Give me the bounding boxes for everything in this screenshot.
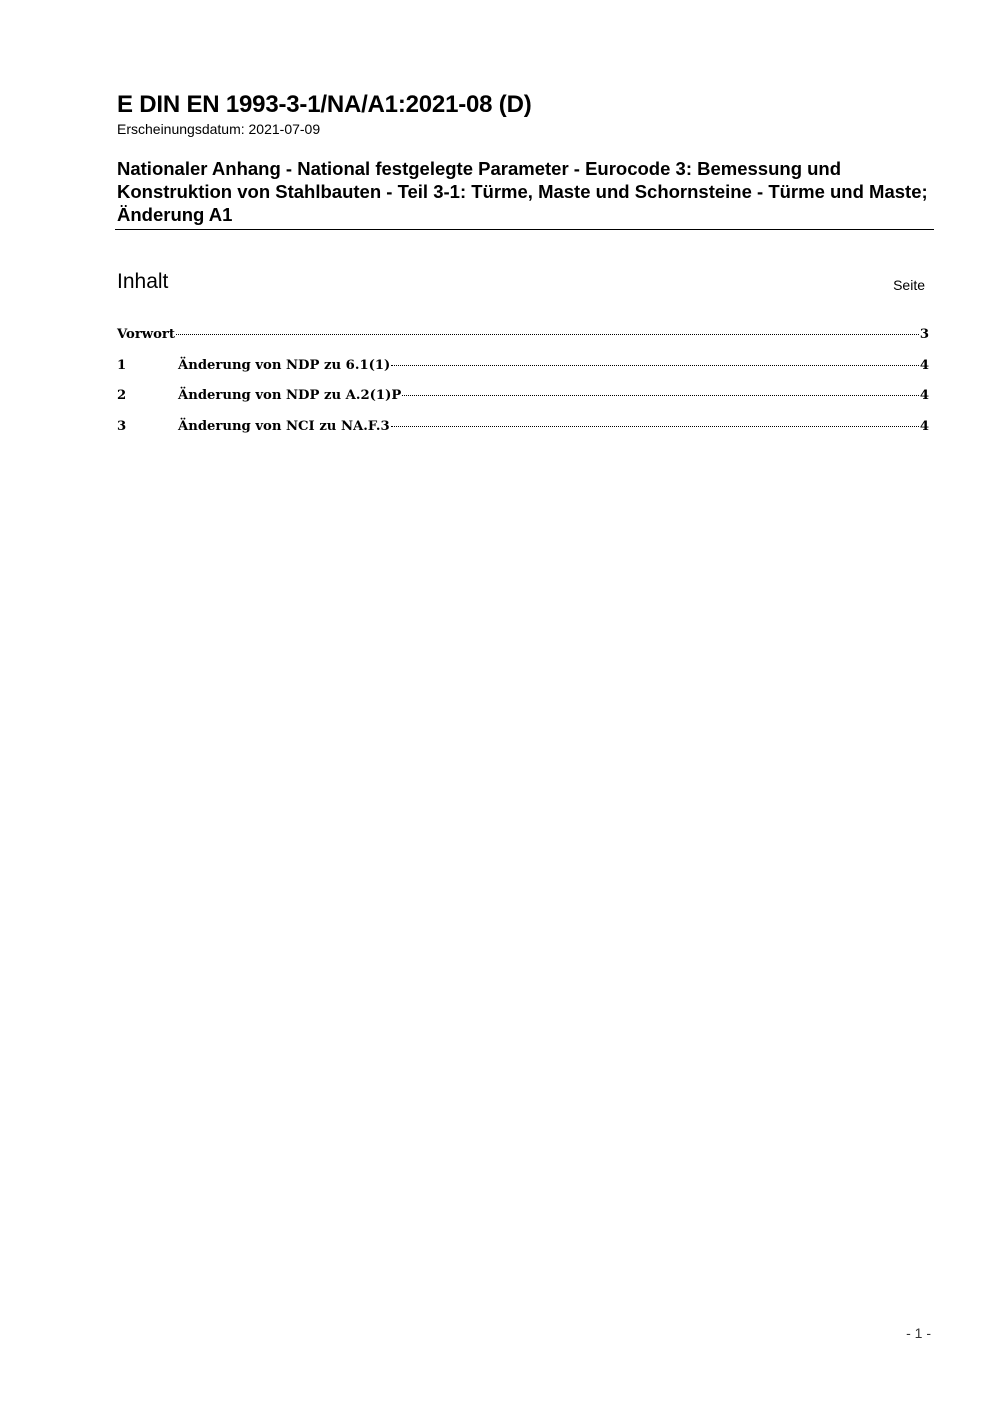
- toc-dot-leader: [391, 426, 919, 427]
- toc-entry-page: 3: [919, 327, 929, 342]
- toc-dot-leader: [402, 395, 919, 396]
- toc-entry-title: Änderung von NCI zu NA.F.3: [178, 418, 390, 434]
- table-of-contents: [117, 325, 929, 447]
- toc-entry-3[interactable]: [117, 417, 929, 448]
- toc-entry-number: 3: [117, 418, 127, 434]
- toc-entry-number: 2: [117, 388, 127, 403]
- document-id: E DIN EN 1993-3-1/NA/A1:2021-08 (D): [117, 91, 532, 118]
- toc-entry-title: Vorwort: [117, 327, 175, 342]
- toc-entry-foreword[interactable]: [117, 325, 929, 356]
- toc-entry-page: 4: [919, 418, 929, 434]
- toc-entry-number: 1: [117, 357, 127, 373]
- toc-entry-title: Änderung von NDP zu A.2(1)P: [178, 388, 402, 403]
- toc-heading: Inhalt: [117, 270, 169, 293]
- toc-dot-leader: [391, 365, 919, 366]
- toc-entry-page: 4: [919, 388, 929, 403]
- toc-entry-page: 4: [919, 357, 929, 373]
- document-title: Nationaler Anhang - National festgelegte Parameter - Eurocode 3: Bemessung und Konstruktion von Stahlbauten - Teil 3-1: Türme, Maste und Schornsteine - Türme und Maste; Änderung A1: [117, 158, 928, 225]
- page-number: - 1 -: [906, 1325, 931, 1341]
- document-header: [117, 90, 934, 227]
- toc-entry-2[interactable]: [117, 386, 929, 417]
- title-divider: [115, 229, 934, 230]
- toc-header: [117, 268, 927, 298]
- toc-entry-title: Änderung von NDP zu 6.1(1): [178, 357, 391, 373]
- toc-page-column-label: Seite: [893, 277, 925, 293]
- publication-date: Erscheinungsdatum: 2021-07-09: [117, 121, 321, 137]
- toc-entry-1[interactable]: [117, 356, 929, 387]
- toc-dot-leader: [176, 334, 919, 335]
